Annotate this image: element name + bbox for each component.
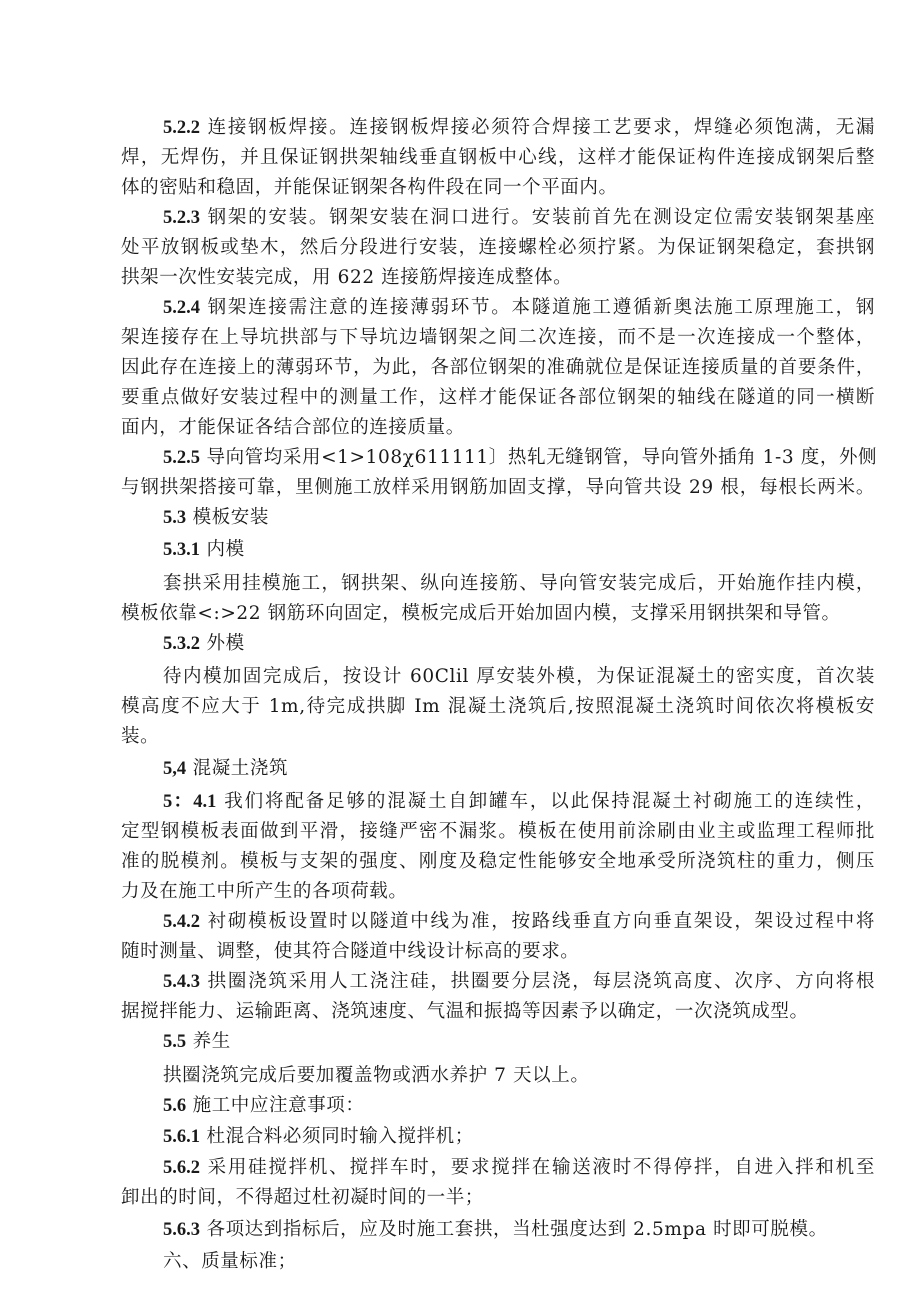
section-heading: 六、质量标准； (163, 1251, 297, 1272)
paragraph-line: 5.6.2 采用硅搅拌机、搅拌车时，要求搅拌在输送液时不得停拌，自进入拌和机至 (163, 1157, 875, 1178)
paragraph-line: 要重点做好安装过程中的测量工作，这样才能保证各部位钢架的轴线在隧道的同一横断 (121, 387, 875, 408)
paragraph-line: 拱圈浇筑完成后要加覆盖物或洒水养护 7 天以上。 (163, 1065, 590, 1086)
paragraph-line: 据搅拌能力、运输距离、浇筑速度、气温和振捣等因素予以确定，一次浇筑成型。 (121, 1001, 809, 1022)
section-heading: 5.6 施工中应注意事项： (163, 1095, 365, 1116)
paragraph-line: 面内，才能保证各结合部位的连接质量。 (121, 417, 465, 438)
paragraph-line: 5.2.5 导向管均采用<1>108χ611111〕热轧无缝钢管，导向管外插角 1-3 度，外侧 (163, 447, 878, 468)
paragraph-line: 模板依靠<:>22 钢筋环向固定，模板完成后开始加固内模，支撑采用钢拱架和导管。 (121, 603, 841, 624)
paragraph-line: 5.4.2 衬砌模板设置时以隧道中线为准，按路线垂直方向垂直架设，架设过程中将 (163, 911, 875, 932)
paragraph-line: 与钢拱架搭接可靠，里侧施工放样采用钢筋加固支撑，导向管共设 29 根，每根长两米。 (121, 477, 875, 498)
section-heading: 5.3 模板安装 (163, 507, 270, 528)
paragraph-line: 体的密贴和稳固，并能保证钢架各构件段在同一个平面内。 (121, 177, 618, 198)
paragraph-line: 定型钢模板表面做到平滑，接缝严密不漏浆。模板在使用前涂刷由业主或监理工程师批 (121, 821, 875, 842)
paragraph-line: 拱架一次性安装完成，用 622 连接筋焊接连成整体。 (121, 267, 573, 288)
paragraph-line: 力及在施工中所产生的各项荷载。 (121, 881, 408, 902)
paragraph-line: 模高度不应大于 1m,待完成拱脚 Im 混凝土浇筑后,按照混凝土浇筑时间依次将模板安 (121, 696, 875, 717)
section-heading: 5.3.1 内模 (163, 539, 245, 560)
paragraph-line: 5.6.1 杜混合料必须同时输入搅拌机； (163, 1126, 474, 1147)
paragraph-line: 架连接存在上导坑拱部与下导坑边墙钢架之间二次连接，而不是一次连接成一个整体， (121, 327, 875, 348)
paragraph-line: 准的脱模剂。模板与支架的强度、刚度及稳定性能够安全地承受所浇筑柱的重力，侧压 (121, 851, 875, 872)
paragraph-line: 待内模加固完成后，按设计 60Clil 厚安装外模，为保证混凝土的密实度，首次装 (163, 666, 875, 687)
paragraph-line: 焊，无焊伤，并且保证钢拱架轴线垂直钢板中心线，这样才能保证构件连接成钢架后整 (121, 147, 875, 168)
paragraph-line: 套拱采用挂模施工，钢拱架、纵向连接筋、导向管安装完成后，开始施作挂内模， (163, 573, 875, 594)
paragraph-line: 5.6.3 各项达到指标后，应及时施工套拱，当杜强度达到 2.5mpa 时即可脱模。 (163, 1219, 828, 1240)
section-heading: 5.3.2 外模 (163, 633, 245, 654)
section-heading: 5,4 混凝土浇筑 (163, 758, 289, 779)
paragraph-line: 卸出的时间，不得超过杜初凝时间的一半； (121, 1187, 484, 1208)
section-heading: 5.5 养生 (163, 1031, 231, 1052)
paragraph-line: 5.4.3 拱圈浇筑采用人工浇注硅，拱圈要分层浇，每层浇筑高度、次序、方向将根 (163, 971, 875, 992)
paragraph-line: 装。 (121, 726, 160, 747)
paragraph-line: 因此存在连接上的薄弱环节，为此，各部位钢架的准确就位是保证连接质量的首要条件， (121, 357, 875, 378)
paragraph-line: 5.2.3 钢架的安装。钢架安装在洞口进行。安装前首先在测设定位需安装钢架基座 (163, 207, 875, 228)
paragraph-line: 处平放钢板或垫木，然后分段进行安装，连接螺栓必须拧紧。为保证钢架稳定，套拱钢 (121, 237, 875, 258)
paragraph-line: 随时测量、调整，使其符合隧道中线设计标高的要求。 (121, 941, 580, 962)
paragraph-line: 5.2.2 连接钢板焊接。连接钢板焊接必须符合焊接工艺要求，焊缝必须饱满，无漏 (163, 117, 875, 138)
paragraph-line: 5：4.1 我们将配备足够的混凝土自卸罐车，以此保持混凝土衬砌施工的连续性， (163, 791, 875, 812)
paragraph-line: 5.2.4 钢架连接需注意的连接薄弱环节。本隧道施工遵循新奥法施工原理施工，钢 (163, 297, 875, 318)
